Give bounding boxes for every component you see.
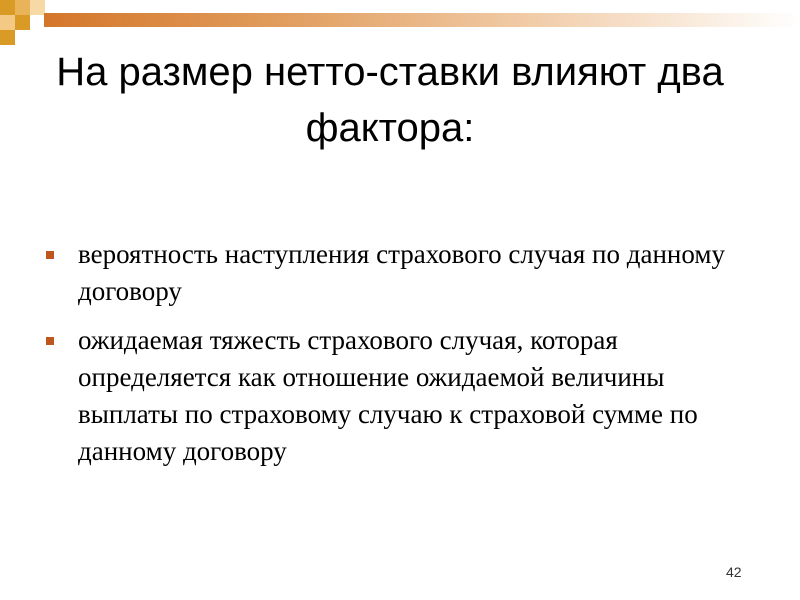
decorative-square — [0, 15, 15, 30]
bullet-item — [46, 322, 766, 470]
bullet-text: вероятность наступления страхового случая по данному договору — [78, 239, 725, 306]
page-number: 42 — [726, 564, 742, 580]
decorative-square — [0, 30, 15, 45]
square-bullet-icon — [46, 337, 54, 345]
decorative-square — [0, 0, 15, 15]
bullet-item — [46, 236, 766, 310]
bullet-list — [46, 236, 766, 482]
bullet-text: ожидаемая тяжесть страхового случая, которая определяется как отношение ожидаемой величины выплаты по страховому случаю к страховой сумме по данному договору — [78, 325, 698, 466]
square-bullet-icon — [46, 251, 54, 259]
decorative-square — [30, 0, 45, 15]
slide-title: На размер нетто-ставки влияют два фактора: — [56, 50, 724, 150]
header-gradient-bar — [44, 13, 800, 27]
decorative-square — [15, 0, 30, 15]
decorative-square — [15, 15, 30, 30]
